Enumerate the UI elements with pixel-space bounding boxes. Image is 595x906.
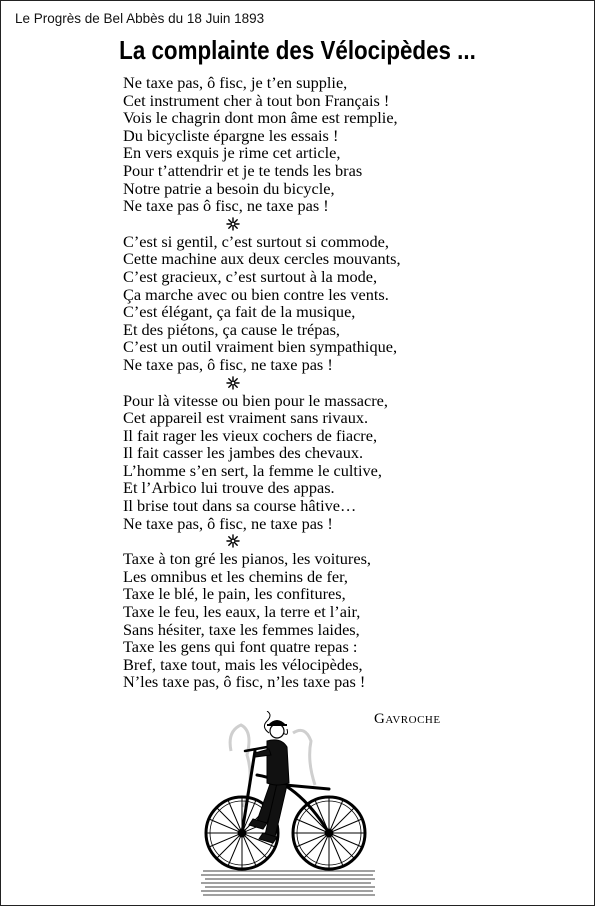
poem-line: Et l’Arbico lui trouve des appas.: [123, 478, 335, 498]
stanza-3: [123, 392, 443, 533]
poem-line: C’est un outil vraiment bien sympathique,: [123, 337, 398, 357]
poem-line: Cette machine aux deux cercles mouvants,: [123, 249, 401, 269]
poem-line: Taxe le blé, le pain, les confitures,: [123, 584, 346, 604]
poem-line: Il fait rager les vieux cochers de fiacre,: [123, 425, 378, 445]
stanza-2: [123, 233, 443, 374]
poem-line: Notre patrie a besoin du bicycle,: [123, 178, 335, 198]
poem-line: Taxe le feu, les eaux, la terre et l’air,: [123, 602, 361, 622]
asterisk-ornament-icon: [123, 215, 343, 233]
stanza-4: [123, 550, 443, 691]
poem-line: Ne taxe pas, ô fisc, ne taxe pas !: [123, 354, 333, 374]
poem-line: Taxe les gens qui font quatre repas :: [123, 637, 358, 657]
poem-line: Cet appareil est vraiment sans rivaux.: [123, 408, 369, 428]
poem-line: N’les taxe pas, ô fisc, n’les taxe pas !: [123, 672, 366, 692]
poem-line: Vois le chagrin dont mon âme est remplie,: [123, 108, 398, 128]
poem-line: Ne taxe pas ô fisc, ne taxe pas !: [123, 196, 329, 216]
velocipede-rider-icon: [197, 711, 377, 901]
asterisk-ornament-icon: [123, 374, 343, 392]
poem-line: Pour t’attendrir et je te tends les bras: [123, 160, 363, 180]
poem-line: Il brise tout dans sa course hâtive…: [123, 496, 357, 516]
poem-line: Ne taxe pas, ô fisc, ne taxe pas !: [123, 513, 333, 533]
stanza-1: [123, 74, 443, 215]
poem-line: Sans hésiter, taxe les femmes laides,: [123, 619, 360, 639]
newspaper-source: Le Progrès de Bel Abbès du 18 Juin 1893: [15, 11, 265, 26]
poem-line: Cet instrument cher à tout bon Français !: [123, 90, 390, 110]
poem-body: [123, 74, 443, 691]
poem-line: Du bicycliste épargne les essais !: [123, 125, 339, 145]
poem-line: Pour là vitesse ou bien pour le massacre,: [123, 390, 388, 410]
poem-line: En vers exquis je rime cet article,: [123, 143, 341, 163]
poem-line: Il fait casser les jambes des chevaux.: [123, 443, 364, 463]
poem-line: Bref, taxe tout, mais les vélocipèdes,: [123, 654, 363, 674]
poem-line: Les omnibus et les chemins de fer,: [123, 566, 348, 586]
poem-signature: Gavroche: [374, 711, 441, 727]
poem-line: Ça marche avec ou bien contre les vents.: [123, 284, 389, 304]
poem-line: C’est si gentil, c’est surtout si commode,: [123, 231, 389, 251]
poem-title: La complainte des Vélocipèdes ...: [119, 35, 476, 65]
poem-line: L’homme s’en sert, la femme le cultive,: [123, 460, 382, 480]
asterisk-ornament-icon: [123, 532, 343, 550]
poem-line: C’est élégant, ça fait de la musique,: [123, 302, 356, 322]
poem-line: Ne taxe pas, ô fisc, je t’en supplie,: [123, 73, 348, 92]
poem-line: Et des piétons, ça cause le trépas,: [123, 319, 340, 339]
poem-line: C’est gracieux, c’est surtout à la mode,: [123, 266, 378, 286]
poem-line: Taxe à ton gré les pianos, les voitures,: [123, 549, 371, 569]
